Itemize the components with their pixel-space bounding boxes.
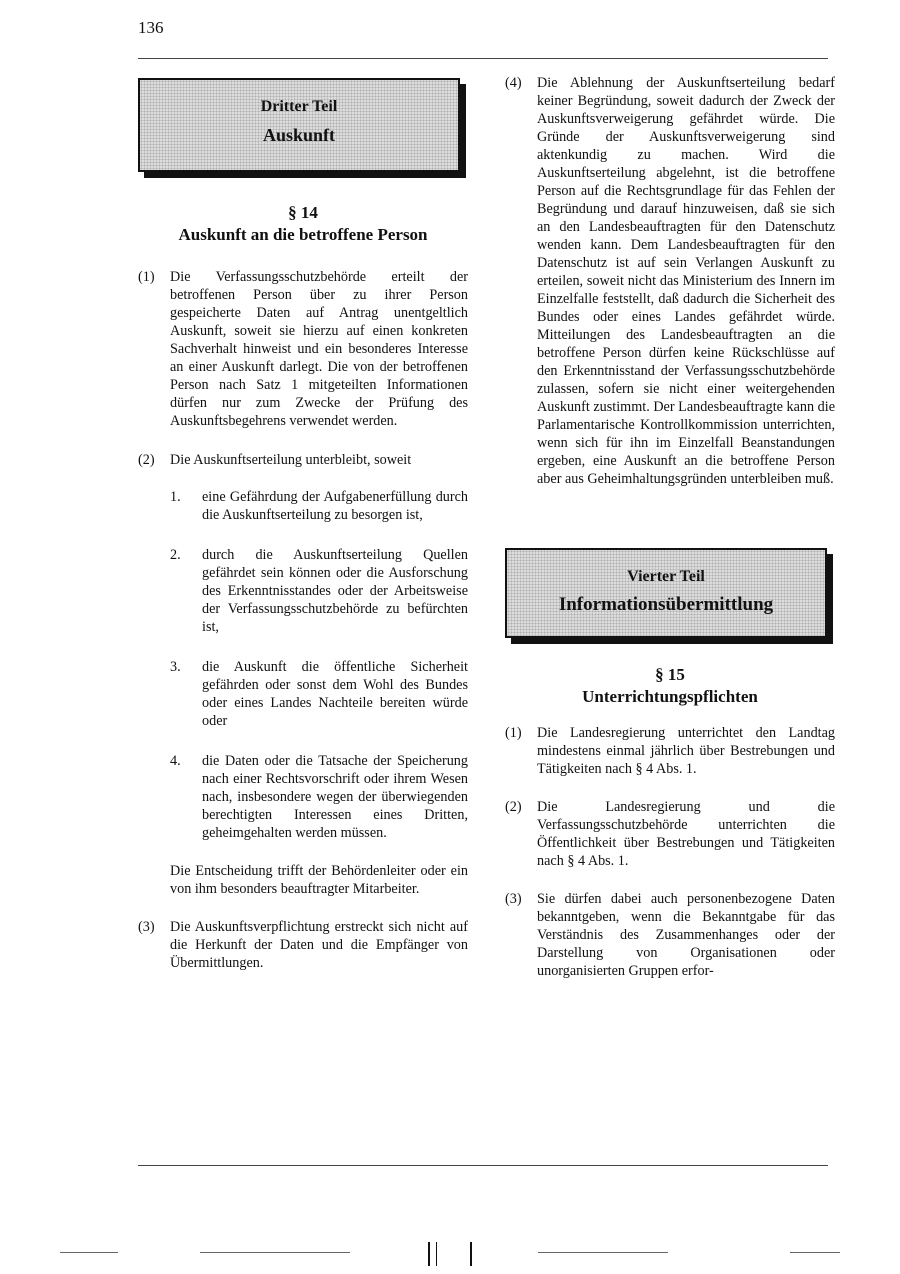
list-item-number: 2. — [170, 547, 181, 563]
section-15-heading — [505, 664, 835, 708]
list-item-text: eine Gefährdung der Aufgabenerfüllung durch die Auskunftserteilung zu besorgen ist, — [202, 489, 468, 523]
footer-dash — [60, 1252, 118, 1253]
section-15-paragraph-3 — [505, 890, 835, 980]
list-item-text: die Daten oder die Tatsache der Speicherung nach einer Rechtsvorschrift oder ihrem Wesen nach, insbesondere wegen der überwiegenden berechtigten Interessen eines Dritten, geheimgehalten werden müssen. — [202, 753, 468, 841]
paragraph-text: Sie dürfen dabei auch personenbezogene Daten bekanntgeben, wenn die Bekanntgabe für das Verständnis des Zusammenhanges oder der Darstellung von Organisationen oder unorganisierten Gruppen erfor- — [537, 891, 835, 979]
page-number: 136 — [138, 18, 164, 37]
paragraph-number: (2) — [138, 452, 155, 468]
part-four-box — [505, 548, 827, 638]
list-item-number: 3. — [170, 659, 181, 675]
top-rule — [138, 58, 828, 59]
part-four-label: Vierter Teil — [627, 568, 705, 585]
footer-dash — [790, 1252, 840, 1253]
list-item-3 — [170, 658, 468, 730]
list-item-text: die Auskunft die öffentliche Sicherheit gefährden oder sonst dem Wohl des Bundes oder eines Landes Nachteile bereiten würde oder — [202, 659, 468, 729]
left-column — [138, 74, 468, 972]
part-three-label: Dritter Teil — [260, 98, 338, 115]
paragraph-text: Die Auskunftserteilung unterbleibt, soweit — [170, 452, 412, 468]
right-column — [505, 74, 835, 980]
bottom-rule — [138, 1165, 828, 1166]
paragraph-text: Die Landesregierung und die Verfassungsschutzbehörde unterrichten die Öffentlichkeit über Bestrebungen und Tätigkeiten nach § 4 Abs. 1. — [537, 799, 835, 869]
section-15-paragraph-1 — [505, 724, 835, 778]
paragraph-text: Die Ablehnung der Auskunftserteilung bedarf keiner Begründung, soweit dadurch der Zweck der Auskunftsverweigerung gefährdet würde. Die Gründe der Auskunftsverweigerung sind aktenkundig zu machen. Wird die Auskunftserteilung abgelehnt, ist die betroffene Person auf die Rechtsgrundlage für das Fehlen der Begründung und darauf hinzuweisen, daß sie sich an den Landesbeauftragten für den Datenschutz wenden kann. Dem Landesbeauftragten für den Datenschutz ist auf sein Verlangen Auskunft zu erteilen, soweit nicht das Ministerium des Innern im Einzelfalle feststellt, daß dadurch die Sicherheit des Bundes oder eines Landes gefährdet würde. Mitteilungen des Landesbeauftragten an die betroffene Person dürfen keine Rückschlüsse auf den Erkenntnisstand der Verfassungsschutzbehörde zulassen, sofern sie nicht einer weitergehenden Auskunft zustimmt. Der Landesbeauftragte kann die Parlamentarische Kontrollkommission unterrichten, wenn sich für ihn im Einzelfall Beanstandungen ergeben, eine Auskunft an die betroffene Person aber aus Geheimhaltungsgründen unterbleiben muß. — [537, 75, 835, 487]
list-item-4 — [170, 752, 468, 842]
paragraph-number: (1) — [505, 725, 522, 741]
paragraph-number: (1) — [138, 269, 155, 285]
section-14-title: Auskunft an die betroffene Person — [178, 225, 428, 244]
scan-footer-marks — [60, 1240, 840, 1270]
section-14-number: § 14 — [288, 203, 318, 222]
list-item-1 — [170, 488, 468, 524]
section-14-paragraph-2 — [138, 451, 468, 469]
section-15-paragraph-2 — [505, 798, 835, 870]
footer-bar — [428, 1242, 430, 1266]
footer-bar — [470, 1242, 472, 1266]
list-item-2 — [170, 546, 468, 636]
list-item-number: 1. — [170, 489, 181, 505]
paragraph-number: (3) — [505, 891, 522, 907]
part-three-title: Auskunft — [262, 125, 336, 145]
list-item-text: durch die Auskunftserteilung Quellen gefährdet sein können oder die Ausforschung des Erkenntnisstandes oder der Arbeitsweise der Verfassungsschutzbehörde zu befürchten ist, — [202, 547, 468, 635]
section-14-paragraph-3 — [138, 918, 468, 972]
footer-bar — [436, 1242, 437, 1266]
section-14-paragraph-1 — [138, 268, 468, 430]
paragraph-text: Die Auskunftsverpflichtung erstreckt sich nicht auf die Herkunft der Daten und die Empfänger von Übermittlungen. — [170, 919, 468, 971]
paragraph-number: (2) — [505, 799, 522, 815]
footer-dash — [538, 1252, 668, 1253]
paragraph-text: Die Verfassungsschutzbehörde erteilt der betroffenen Person über zu ihrer Person gespeicherte Daten auf Antrag unentgeltlich Auskunft, soweit sie hierzu auf einen konkreten Sachverhalt hinweist und ein besonderes Interesse an einer Auskunft darlegt. Die von der betroffenen Person nach Satz 1 mitgeteilten Informationen dürfen nur zum Zwecke der Prüfung des Auskunftsbegehrens verwendet werden. — [170, 269, 468, 429]
part-three-box — [138, 78, 460, 172]
section-14-decision-note: Die Entscheidung trifft der Behördenleiter oder ein von ihm besonders beauftragter Mitarbeiter. — [170, 863, 468, 897]
footer-dash — [200, 1252, 350, 1253]
section-14-paragraph-4 — [505, 74, 835, 488]
section-15-number: § 15 — [655, 665, 685, 684]
section-14-heading — [138, 202, 468, 246]
section-15-title: Unterrichtungspflichten — [582, 687, 758, 706]
part-four-title: Informationsübermittlung — [558, 594, 774, 615]
paragraph-number: (4) — [505, 75, 522, 91]
list-item-number: 4. — [170, 753, 181, 769]
paragraph-text: Die Landesregierung unterrichtet den Landtag mindestens einmal jährlich über Bestrebungen und Tätigkeiten nach § 4 Abs. 1. — [537, 725, 835, 777]
paragraph-number: (3) — [138, 919, 155, 935]
